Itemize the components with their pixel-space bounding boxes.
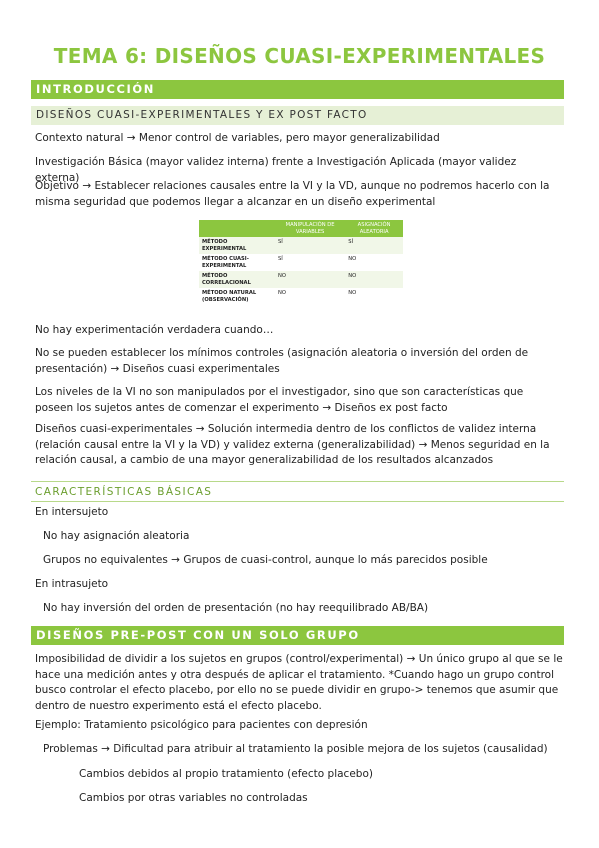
- table-cell: NO: [275, 271, 345, 288]
- table-header-row: [199, 220, 403, 237]
- section-divider: [31, 501, 564, 502]
- paragraph-no-experimentacion: No hay experimentación verdadera cuando…: [35, 324, 274, 336]
- list-item-cambios-otras-variables: Cambios por otras variables no controladas: [79, 792, 308, 804]
- list-item-no-inversion: No hay inversión del orden de presentación (no hay reequilibrado AB/BA): [43, 602, 429, 614]
- table-cell: NO: [345, 271, 403, 288]
- table-cell: SÍ: [275, 254, 345, 271]
- table-cell: MÉTODO EXPERIMENTAL: [199, 237, 275, 254]
- table-row: [199, 271, 403, 288]
- list-item-cambios-tratamiento: Cambios debidos al propio tratamiento (efecto placebo): [79, 768, 373, 780]
- paragraph-cuasi-solucion: Diseños cuasi-experimentales → Solución intermedia dentro de los conflictos de validez interna (relación causal entre la VI y la VD) y validez externa (generalizabilidad) → Menos seguridad en la relación causal, a cambio de una mayor generalizabilidad de los resultados alcanzados: [35, 423, 550, 466]
- paragraph-imposibilidad: Imposibilidad de dividir a los sujetos en grupos (control/experimental) → Un único grupo al que se le hace una medición antes y otra después de aplicar el tratamiento. *Cuando hago un grupo control busco controlar el efecto placebo, por ello no se puede dividir en grupo-> tenemos que asumir que dentro de nuestro experimento está el efecto placebo.: [35, 653, 563, 712]
- table-header-cell: ASIGNACIÓN ALEATORIA: [345, 220, 403, 237]
- paragraph-ejemplo: Ejemplo: Tratamiento psicológico para pacientes con depresión: [35, 719, 368, 731]
- paragraph-contexto: Contexto natural → Menor control de variables, pero mayor generalizabilidad: [35, 132, 440, 144]
- table-header-cell: [199, 220, 275, 237]
- methods-table: [199, 220, 403, 305]
- table-cell: MÉTODO CUASI-EXPERIMENTAL: [199, 254, 275, 271]
- paragraph-no-controles: No se pueden establecer los mínimos controles (asignación aleatoria o inversión del orden de presentación) → Diseños cuasi experimentales: [35, 347, 529, 375]
- table-cell: MÉTODO CORRELACIONAL: [199, 271, 275, 288]
- table-row: [199, 288, 403, 305]
- table-cell: NO: [345, 288, 403, 305]
- table-cell: NO: [275, 288, 345, 305]
- section-header-pre-post: DISEÑOS PRE-POST CON UN SOLO GRUPO: [31, 626, 564, 645]
- list-item-no-asignacion: No hay asignación aleatoria: [43, 530, 190, 542]
- paragraph-niveles-vi: Los niveles de la VI no son manipulados por el investigador, sino que son características que poseen los sujetos antes de comenzar el experimento → Diseños ex post facto: [35, 386, 524, 414]
- table-header-cell: MANIPULACIÓN DE VARIABLES: [275, 220, 345, 237]
- table-row: [199, 254, 403, 271]
- section-header-introduccion: INTRODUCCIÓN: [31, 80, 564, 99]
- list-item-grupos-no-equivalentes: Grupos no equivalentes → Grupos de cuasi-control, aunque lo más parecidos posible: [43, 554, 488, 566]
- paragraph-objetivo: Objetivo → Establecer relaciones causales entre la VI y la VD, aunque no podremos hacerlo con la misma seguridad que podemos llegar a alcanzar en un diseño experimental: [35, 180, 550, 208]
- subsection-header-caracteristicas: CARACTERÍSTICAS BÁSICAS: [35, 486, 213, 498]
- label-intrasujeto: En intrasujeto: [35, 578, 109, 590]
- table-cell: MÉTODO NATURAL (OBSERVACIÓN): [199, 288, 275, 305]
- subsection-header-cuasi-ex-post-facto: DISEÑOS CUASI-EXPERIMENTALES Y EX POST FACTO: [31, 106, 564, 125]
- paragraph-problemas: Problemas → Dificultad para atribuir al tratamiento la posible mejora de los sujetos (causalidad): [43, 743, 548, 755]
- table-cell: SÍ: [275, 237, 345, 254]
- page-title: TEMA 6: DISEÑOS CUASI-EXPERIMENTALES: [53, 44, 546, 68]
- section-divider: [31, 481, 564, 482]
- label-intersujeto: En intersujeto: [35, 506, 109, 518]
- paragraph-investigacion: Investigación Básica (mayor validez interna) frente a Investigación Aplicada (mayor validez externa): [35, 156, 517, 184]
- table-cell: NO: [345, 254, 403, 271]
- table-row: [199, 237, 403, 254]
- table-cell: SÍ: [345, 237, 403, 254]
